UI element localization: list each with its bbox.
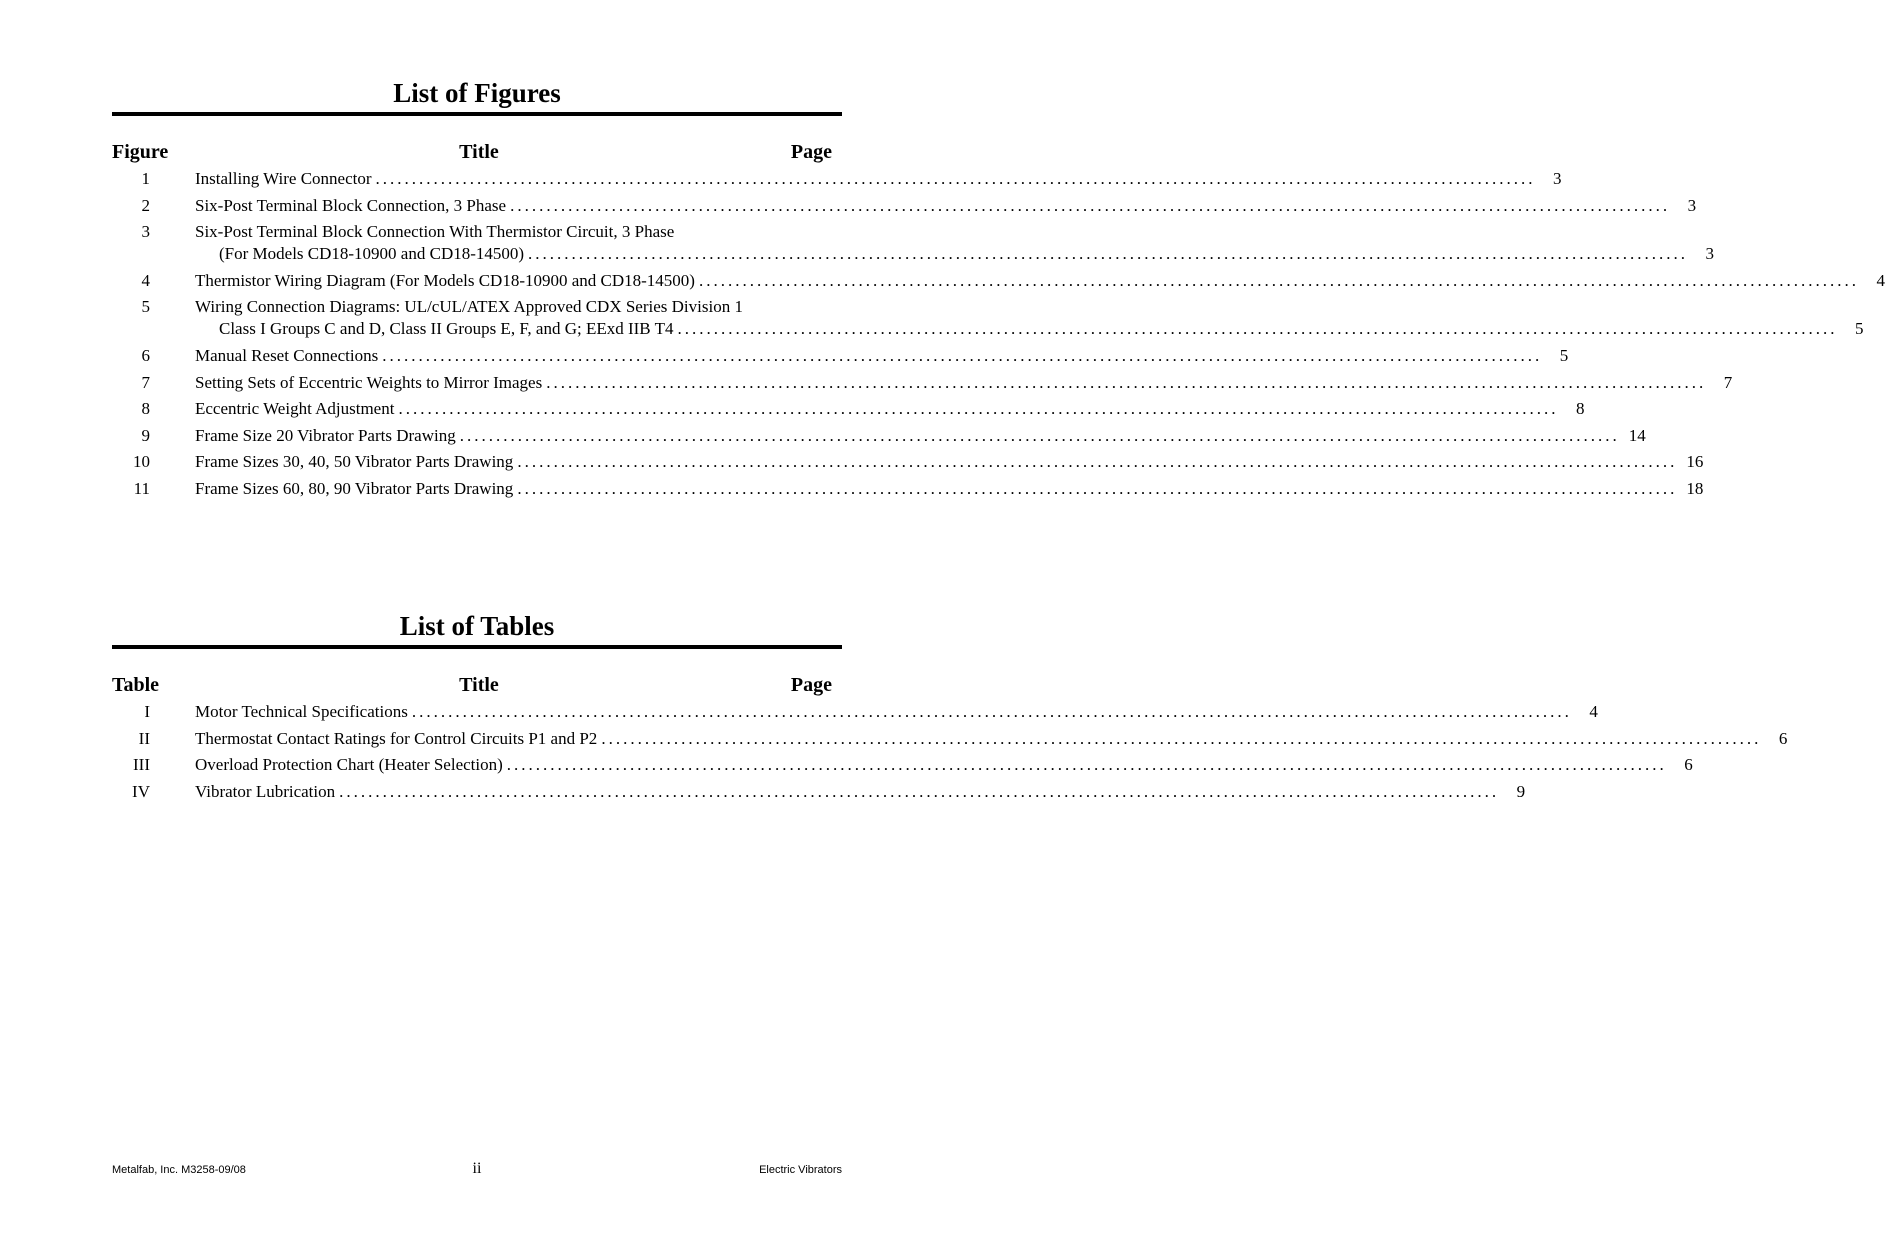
entry-title [195, 425, 1646, 447]
dot-leader: ................................................................................................................................................................ [382, 346, 1543, 365]
entry-title-line [195, 701, 1598, 723]
entry-title-line [195, 345, 1569, 367]
entry-title [195, 168, 1562, 190]
entry-title [195, 398, 1585, 420]
dot-leader: ................................................................................................................................................................ [677, 319, 1838, 339]
entry-title-text: Vibrator Lubrication [195, 781, 336, 801]
entry-title [195, 701, 1598, 723]
entry-title-line [195, 425, 1646, 447]
entry-number: 3 [141, 222, 150, 242]
dot-leader: ................................................................................................................................................................ [510, 195, 1671, 215]
entry-number: 9 [141, 425, 150, 445]
figures-heading: List of Figures [393, 78, 561, 108]
entry-number: 8 [141, 399, 150, 419]
entry-title-line [195, 478, 1704, 500]
entry-page: 6 [1778, 728, 1788, 748]
entry-title-text: Class I Groups C and D, Class II Groups E, F, and G; EExd IIB T4 [219, 319, 674, 339]
dot-leader: ................................................................................................................................................................ [698, 270, 1859, 290]
entry-number: II [138, 728, 150, 748]
dot-leader: ................................................................................................................................................................ [375, 169, 1536, 188]
dot-leader: ................................................................................................................................................................ [517, 452, 1678, 472]
entry-page: 6 [1684, 755, 1693, 775]
entry-page: 8 [1575, 399, 1585, 419]
dot-leader: ................................................................................................................................................................ [506, 755, 1667, 775]
entry-title [195, 270, 1885, 292]
dot-leader: ................................................................................................................................................................ [411, 702, 1572, 721]
dot-leader: ................................................................................................................................................................ [459, 425, 1620, 445]
footer-right: Electric Vibrators [759, 1164, 842, 1176]
entry-title-text: Manual Reset Connections [195, 346, 379, 365]
entry-title [195, 451, 1704, 473]
entry-title [195, 728, 1788, 750]
figures-col-title: Title [459, 141, 499, 163]
tables-col-page: Page [790, 674, 832, 696]
entry-page: 18 [1686, 479, 1704, 498]
entry-title-text: Frame Sizes 30, 40, 50 Vibrator Parts Drawing [195, 452, 514, 472]
entry-number: III [133, 755, 150, 775]
entry-title-line [195, 270, 1885, 292]
entry-title-line [195, 372, 1733, 394]
entry-number: 2 [141, 195, 150, 215]
entry-number: 11 [133, 479, 150, 498]
entry-title-line [195, 781, 1526, 803]
entry-page: 3 [1687, 195, 1697, 215]
entry-title [195, 345, 1569, 367]
tables-col-title: Title [459, 674, 499, 696]
entry-title-text: Setting Sets of Eccentric Weights to Mirror Images [195, 372, 543, 392]
entry-title-line [195, 243, 1715, 265]
entry-title-text: Installing Wire Connector [195, 169, 372, 188]
entry-title-text: Thermistor Wiring Diagram (For Models CD18-10900 and CD18-14500) [195, 270, 695, 290]
figures-col-number: Figure [112, 141, 169, 163]
entry-title [195, 372, 1733, 394]
entry-title-line [195, 754, 1693, 776]
entry-title-line [195, 318, 1864, 340]
figures-heading-rule [112, 112, 842, 116]
entry-page: 4 [1876, 270, 1885, 290]
entry-number: 10 [133, 452, 150, 472]
entry-page: 3 [1553, 169, 1562, 188]
figures-col-page: Page [790, 141, 832, 163]
dot-leader: ................................................................................................................................................................ [517, 479, 1678, 498]
dot-leader: ................................................................................................................................................................ [528, 244, 1689, 264]
entry-title-line [195, 221, 815, 243]
entry-page: 5 [1854, 319, 1864, 339]
entry-title [195, 781, 1526, 803]
entry-title-line [195, 728, 1788, 750]
entry-title [195, 221, 1715, 265]
dot-leader: ................................................................................................................................................................ [398, 399, 1559, 419]
entry-title-line [195, 168, 1562, 190]
entry-page: 16 [1686, 452, 1704, 472]
tables-col-number: Table [112, 674, 160, 696]
entry-page: 7 [1723, 372, 1733, 392]
entry-title-text: Frame Size 20 Vibrator Parts Drawing [195, 425, 456, 445]
entry-page: 5 [1559, 346, 1569, 365]
entry-title-text: Six-Post Terminal Block Connection, 3 Phase [195, 195, 507, 215]
entry-title [195, 296, 1864, 340]
tables-heading-rule [112, 645, 842, 649]
entry-title-line [195, 296, 815, 318]
entry-page: 14 [1628, 425, 1646, 445]
entry-title-text: Six-Post Terminal Block Connection With Thermistor Circuit, 3 Phase [195, 222, 675, 242]
entry-title [195, 478, 1704, 500]
entry-title-line [195, 195, 1697, 217]
entry-number: 4 [141, 270, 150, 290]
footer-page-number: ii [472, 1160, 482, 1177]
tables-heading: List of Tables [399, 611, 555, 641]
entry-title-line [195, 398, 1585, 420]
entry-title [195, 195, 1697, 217]
entry-page: 3 [1705, 244, 1715, 264]
entry-title [195, 754, 1693, 776]
entry-page: 9 [1516, 781, 1526, 801]
entry-number: I [144, 702, 150, 721]
entry-number: 1 [141, 169, 150, 188]
dot-leader: ................................................................................................................................................................ [339, 781, 1500, 801]
entry-title-text: Wiring Connection Diagrams: UL/cUL/ATEX Approved CDX Series Division 1 [195, 297, 743, 317]
entry-title-line [195, 451, 1704, 473]
footer-left: Metalfab, Inc. M3258-09/08 [112, 1164, 246, 1176]
entry-title-text: Thermostat Contact Ratings for Control Circuits P1 and P2 [195, 728, 598, 748]
entry-number: 6 [141, 346, 150, 365]
entry-number: 5 [141, 297, 150, 317]
entry-number: IV [132, 781, 150, 801]
dot-leader: ................................................................................................................................................................ [601, 728, 1762, 748]
entry-title-text: Frame Sizes 60, 80, 90 Vibrator Parts Drawing [195, 479, 514, 498]
entry-title-text: Motor Technical Specifications [195, 702, 408, 721]
dot-leader: ................................................................................................................................................................ [546, 372, 1707, 392]
entry-title-text: Overload Protection Chart (Heater Selection) [195, 755, 503, 775]
entry-number: 7 [141, 372, 150, 392]
entry-title-text: Eccentric Weight Adjustment [195, 399, 395, 419]
entry-page: 4 [1589, 702, 1598, 721]
entry-title-text: (For Models CD18-10900 and CD18-14500) [219, 244, 525, 264]
